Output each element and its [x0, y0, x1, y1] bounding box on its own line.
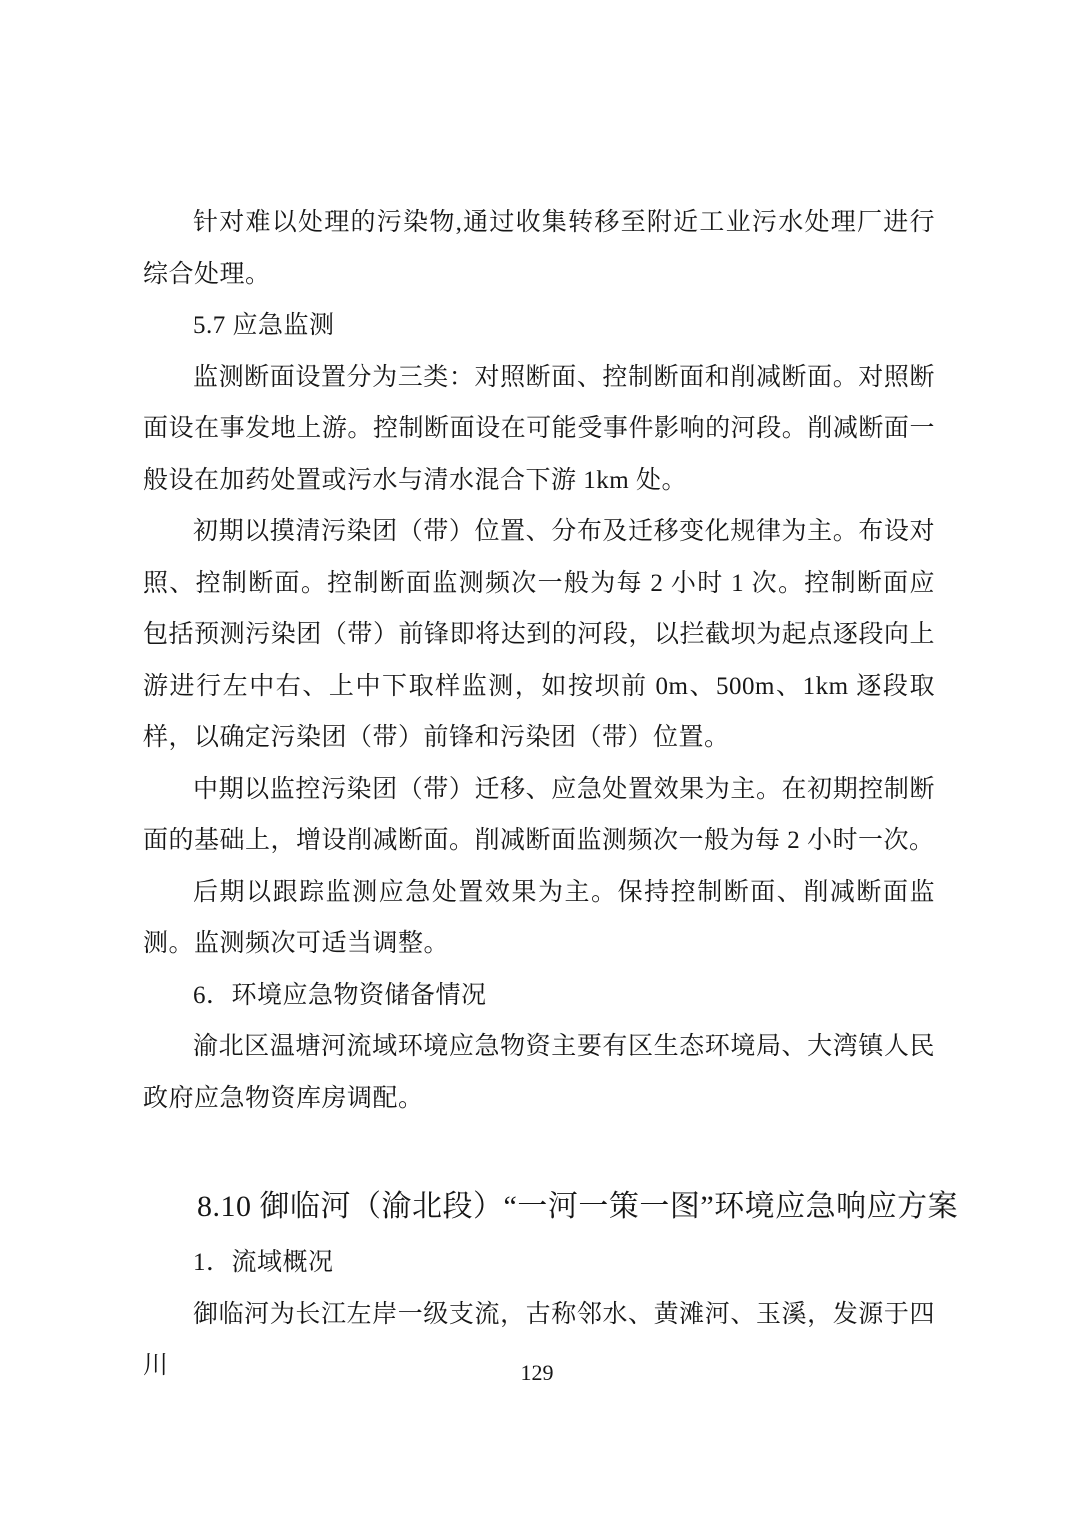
heading-1-basin-overview: 1．流域概况 [193, 1249, 334, 1276]
heading-6-emergency-supplies-reserve: 6．环境应急物资储备情况 [193, 981, 487, 1009]
paragraph-pollutant-transfer-treatment: 针对难以处理的污染物,通过收集转移至附近工业污水处理厂进行综合处理。 [143, 209, 935, 288]
paragraph-initial-stage-monitoring: 初期以摸清污染团（带）位置、分布及迁移变化规律为主。布设对照、控制断面。控制断面监测频次一般为每 2 小时 1 次。控制断面应包括预测污染团（带）前锋即将达到的河段，以拦截坝为起点逐段向上游进行左中右、上中下取样监测，如按坝前 0m、500m、1km 逐段取样，以确定污染团（带）前锋和污染团（带）位置。 [143, 518, 935, 751]
document-body [143, 197, 959, 1392]
paragraph-wentang-river-supplies: 渝北区温塘河流域环境应急物资主要有区生态环境局、大湾镇人民政府应急物资库房调配。 [143, 1033, 935, 1112]
paragraph-monitoring-section-types: 监测断面设置分为三类：对照断面、控制断面和削减断面。对照断面设在事发地上游。控制断面设在可能受事件影响的河段。削减断面一般设在加药处置或污水与清水混合下游 1km 处。 [143, 363, 935, 494]
paragraph-yulin-river-overview: 御临河为长江左岸一级支流，古称邻水、黄滩河、玉溪，发源于四川 [143, 1300, 935, 1379]
heading-8-10-yulin-river-response-plan: 8.10 御临河（渝北段）“一河一策一图”环境应急响应方案 [197, 1190, 959, 1223]
page-number: 129 [520, 1360, 554, 1385]
heading-5-7-emergency-monitoring: 5.7 应急监测 [193, 312, 335, 339]
paragraph-middle-stage-monitoring: 中期以监控污染团（带）迁移、应急处置效果为主。在初期控制断面的基础上，增设削减断面。削减断面监测频次一般为每 2 小时一次。 [143, 775, 935, 854]
paragraph-late-stage-monitoring: 后期以跟踪监测应急处置效果为主。保持控制断面、削减断面监测。监测频次可适当调整。 [143, 878, 935, 957]
